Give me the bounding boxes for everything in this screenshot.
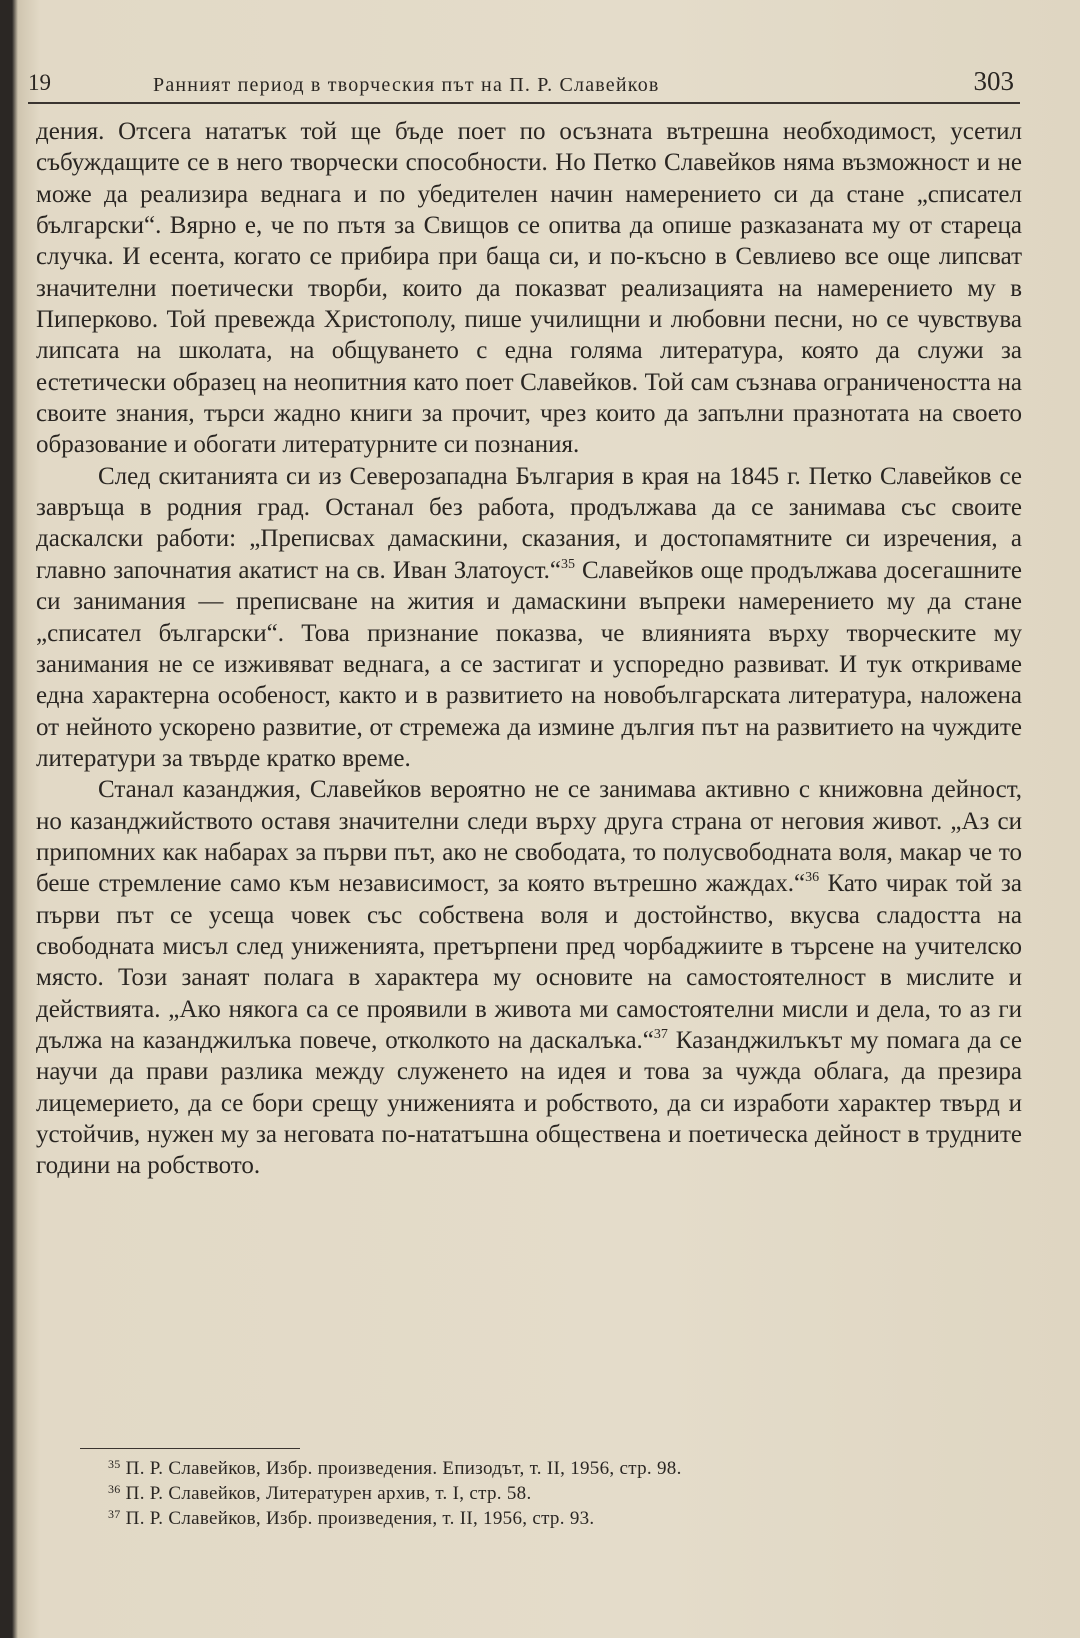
paragraph-2-part-1: След скитанията си из Северозападна България в края на 1845 г. Петко Славейков се завръща в родния град. Останал без работа, продължава да се занимава със своите даскалски работи: „Преписвах дамаскини, сказания, и достопамятните си изречения, а главно започнатия акатист на св. Иван Златоуст.“ xyxy=(36,462,1022,584)
footnote-text: П. Р. Славейков, Литературен архив, т. I, стр. 58. xyxy=(125,1483,532,1504)
paragraph-2-part-2: Славейков още продължава досегашните си занимания — преписване на жития и дамаскини въпреки намерението му да стане „списател български“. Това признание показва, че влиянията върху творческите му занимания не се изживяват веднага, а се застигат и успоредно развиват. И тук откриваме една характерна особеност, както и в развитието на новобългарската литература, наложена от нейното ускорено развитие, от стремежа да измине дългия път на развитието на чуждите литератури за твърде кратко време. xyxy=(36,556,1022,772)
body-text xyxy=(36,116,1022,1182)
running-header xyxy=(28,66,1020,104)
paragraph-2 xyxy=(36,461,1022,774)
footnote-number: 37 xyxy=(108,1507,121,1521)
footnote-ref-37: 37 xyxy=(653,1026,668,1042)
paragraph-1: дения. Отсега нататък той ще бъде поет по осъзната вътрешна необходимост, усетил събуждащите се в него творчески способности. Но Петко Славейков няма възможност и не може да реализира веднага и по убедителен начин намерението си да стане „списател български“. Вярно е, че по пътя за Свищов се опитва да опише разказаната му от стареца случка. И есента, когато се прибира при баща си, и по-късно в Севлиево все още липсват значителни поетически творби, които да показват реализацията на намерението му в Пиперково. Той превежда Христополу, пише училищни и любовни песни, но се чувствува липсата на школата, на общуването с една голяма литература, която да служи за естетически образец на неопитния като поет Славейков. Той сам съзнава ограничеността на своите знания, търси жадно книги за прочит, чрез които да запълни празнотата на своето образование и обогати литературните си познания. xyxy=(36,118,1022,459)
paragraph-3-part-3: Казанджилъкът му помага да се научи да прави разлика между служенето на идея и това за чужда облага, да презира лицемерието, да се бори срещу униженията и робството, да си изработи характер твърд и устойчив, нужен му за неговата по-нататъшна обществена и поетическа дейност в трудните години на робството. xyxy=(36,1026,1022,1180)
footnotes xyxy=(108,1456,1008,1531)
paragraph-3-part-2: Като чирак той за първи път се усеща човек със собствена воля и достойнство, вкусва сладостта на свободната мисъл след униженията, претърпени пред чорбаджиите в търсене на учителско място. Този занаят полага в характера му основите на самостоятелност в мислите и действията. „Ако някога са се проявили в живота ми самостоятелни мисли и дела, то аз ги дължа на казанджилъка повече, отколкото на даскалъка.“ xyxy=(36,870,1022,1054)
footnote-number: 36 xyxy=(108,1482,121,1496)
footnote-ref-35: 35 xyxy=(561,556,576,572)
footnote-rule xyxy=(80,1448,300,1449)
footnote-number: 35 xyxy=(108,1457,121,1471)
footnote-37 xyxy=(108,1506,1008,1531)
folio-left: 19 xyxy=(28,70,51,95)
footnote-text: П. Р. Славейков, Избр. произведения. Епизодът, т. II, 1956, стр. 98. xyxy=(125,1458,682,1479)
footnote-36 xyxy=(108,1481,1008,1506)
footnote-text: П. Р. Славейков, Избр. произведения, т. II, 1956, стр. 93. xyxy=(125,1508,595,1529)
running-title: Ранният период в творческия път на П. Р. Славейков xyxy=(153,74,660,96)
paragraph-3-part-1: Станал казанджия, Славейков вероятно не се занимава активно с книжовна дейност, но казанджийството оставя значителни следи върху друга страна от неговия живот. „Аз си припомних как набарах за първи път, ако не свободата, то полусвободната воля, макар че то беше стремление само към независимост, за която вътрешно жаждах.“ xyxy=(36,776,1022,898)
paragraph-3 xyxy=(36,774,1022,1181)
footnote-35 xyxy=(108,1456,1008,1481)
page-number: 303 xyxy=(973,66,1014,96)
footnote-ref-36: 36 xyxy=(805,870,820,886)
